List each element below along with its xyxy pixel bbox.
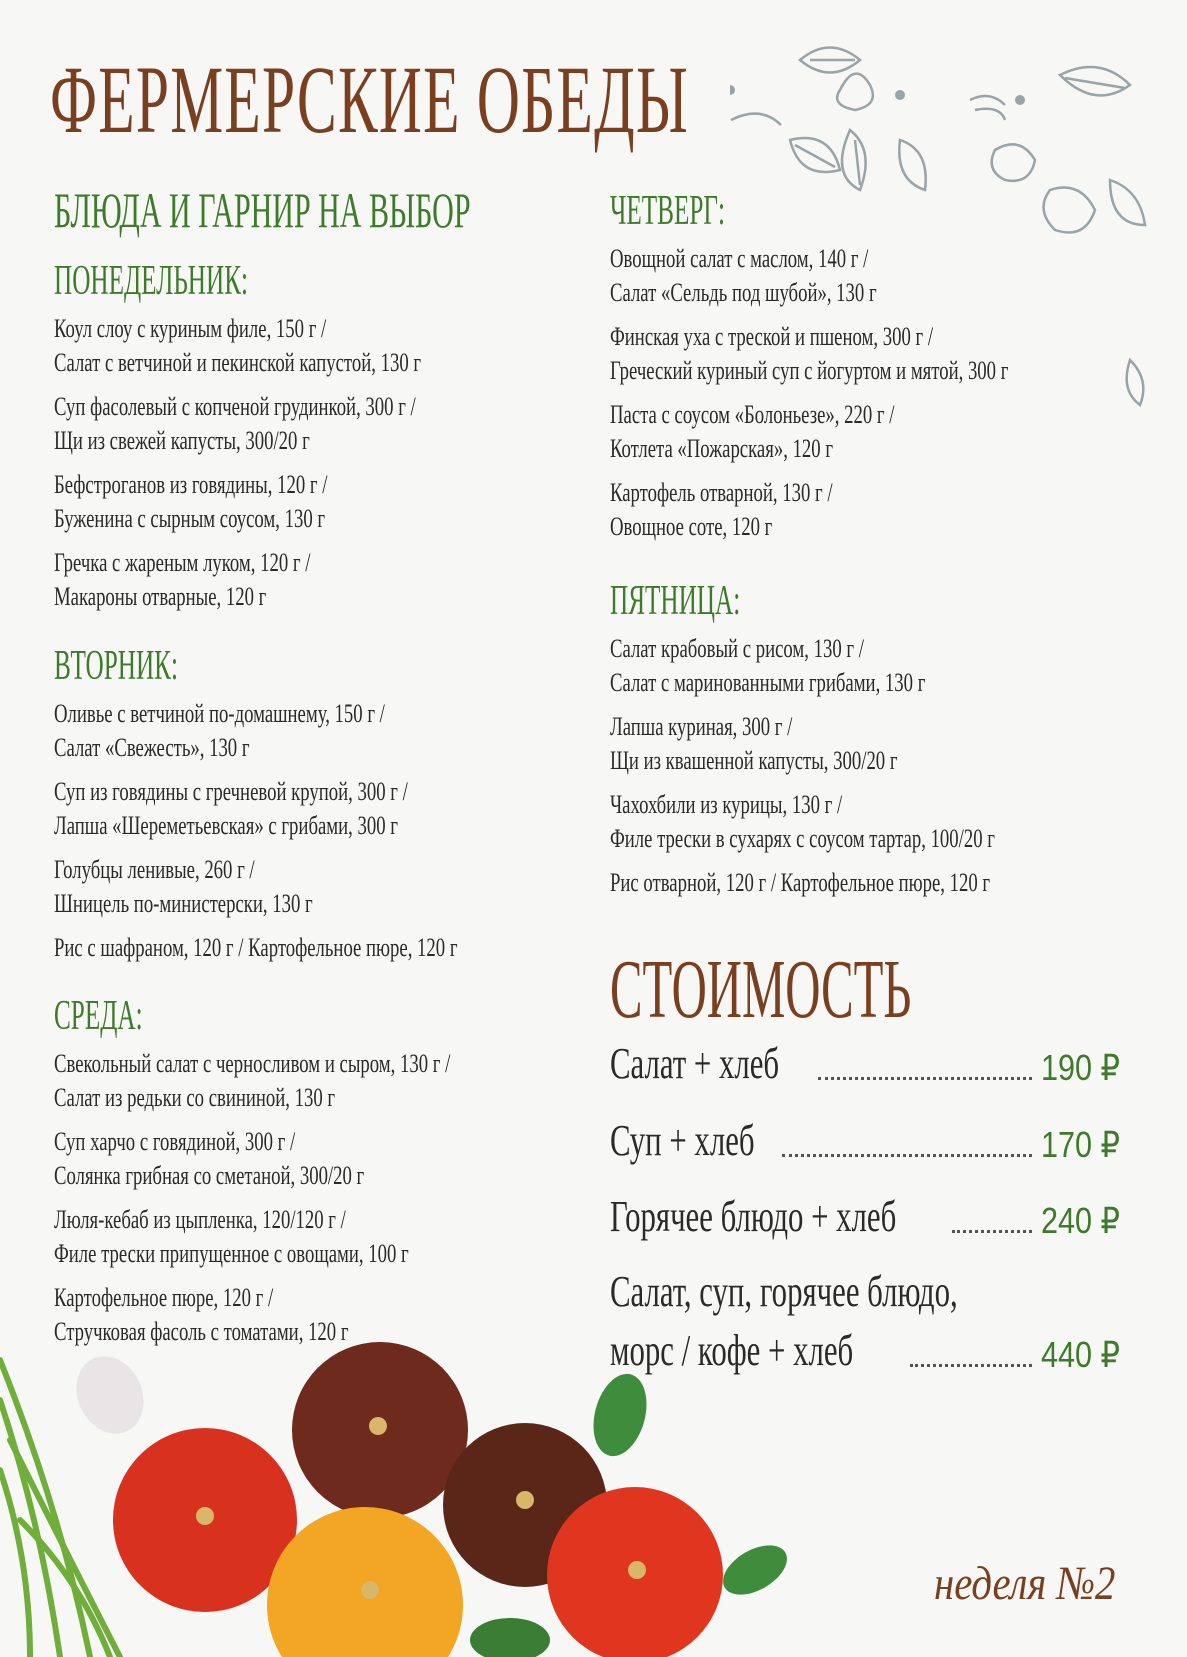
dish-item: Суп харчо с говядиной, 300 г / bbox=[54, 1127, 296, 1156]
dish-item: Рис отварной, 120 г / Картофельное пюре, 120 г bbox=[610, 868, 991, 897]
day-name: ПОНЕДЕЛЬНИК: bbox=[54, 258, 249, 304]
dish-item: Свекольный салат с черносливом и сыром, 130 г / bbox=[54, 1049, 451, 1078]
price-label: Салат + хлеб bbox=[610, 1039, 780, 1088]
price-value: 240 ₽ bbox=[1040, 1200, 1120, 1241]
price-label: Суп + хлеб bbox=[610, 1116, 755, 1165]
dish-item: Картофель отварной, 130 г / bbox=[610, 478, 833, 507]
vegetables-illustration bbox=[0, 1320, 800, 1657]
dish-group bbox=[54, 697, 614, 765]
dish-group bbox=[54, 1047, 604, 1115]
dish-group bbox=[54, 390, 564, 458]
dish-item: Суп из говядины с гречневой крупой, 300 г / bbox=[54, 777, 408, 806]
day-name: ВТОРНИК: bbox=[54, 643, 178, 689]
dish-group bbox=[54, 853, 614, 921]
dish-item: Стручковая фасоль с томатами, 120 г bbox=[54, 1317, 349, 1346]
dish-group bbox=[610, 476, 1163, 544]
week-label: неделя №2 bbox=[933, 1557, 1115, 1610]
price-dots bbox=[952, 1230, 1032, 1233]
dish-group bbox=[610, 632, 1145, 700]
dish-item: Солянка грибная со сметаной, 300/20 г bbox=[54, 1161, 365, 1190]
day-thursday bbox=[610, 190, 1163, 554]
dish-group bbox=[610, 242, 1163, 310]
dish-item: Картофельное пюре, 120 г / bbox=[54, 1283, 274, 1312]
dish-item: Паста с соусом «Болоньезе», 220 г / bbox=[610, 400, 895, 429]
day-name: ПЯТНИЦА: bbox=[610, 578, 741, 624]
price-value: 190 ₽ bbox=[1040, 1047, 1120, 1088]
dish-item: Коул слоу с куриным филе, 150 г / bbox=[54, 314, 327, 343]
price-row-salad bbox=[610, 1040, 1120, 1090]
dish-item: Овощное соте, 120 г bbox=[610, 512, 773, 541]
dish-item: Финская уха с треской и пшеном, 300 г / bbox=[610, 322, 934, 351]
dish-group bbox=[54, 546, 564, 614]
price-dots bbox=[818, 1077, 1032, 1080]
dish-item: Суп фасолевый с копченой грудинкой, 300 г / bbox=[54, 392, 416, 421]
dish-group bbox=[54, 1125, 604, 1193]
dish-item: Овощной салат с маслом, 140 г / bbox=[610, 244, 869, 273]
page-title: ФЕРМЕРСКИЕ ОБЕДЫ bbox=[50, 46, 690, 153]
page-subtitle: БЛЮДА И ГАРНИР НА ВЫБОР bbox=[54, 182, 471, 238]
dish-item: Щи из свежей капусты, 300/20 г bbox=[54, 426, 310, 455]
dish-item: Филе трески припущенное с овощами, 100 г bbox=[54, 1239, 409, 1268]
dish-group bbox=[54, 312, 564, 380]
dish-item: Макароны отварные, 120 г bbox=[54, 582, 267, 611]
day-wednesday bbox=[54, 995, 604, 1359]
dish-item: Салат «Сельдь под шубой», 130 г bbox=[610, 278, 877, 307]
dish-item: Буженина с сырным соусом, 130 г bbox=[54, 504, 326, 533]
price-dots bbox=[910, 1364, 1032, 1367]
dish-item: Салат с ветчиной и пекинской капустой, 130 г bbox=[54, 348, 422, 377]
dish-item: Голубцы ленивые, 260 г / bbox=[54, 855, 255, 884]
dish-item: Салат «Свежесть», 130 г bbox=[54, 733, 250, 762]
price-label-line1: Салат, суп, горячее блюдо, bbox=[610, 1267, 958, 1316]
dish-item: Шницель по-министерски, 130 г bbox=[54, 889, 313, 918]
dish-group bbox=[610, 788, 1145, 856]
dish-group bbox=[610, 398, 1163, 466]
day-monday bbox=[54, 260, 564, 624]
dish-item: Салат с маринованными грибами, 130 г bbox=[610, 668, 926, 697]
day-name: СРЕДА: bbox=[54, 993, 143, 1039]
price-value: 170 ₽ bbox=[1040, 1124, 1120, 1165]
price-value: 440 ₽ bbox=[1040, 1334, 1120, 1375]
day-name: ЧЕТВЕРГ: bbox=[610, 188, 725, 234]
dish-group bbox=[610, 320, 1163, 388]
day-friday bbox=[610, 580, 1145, 910]
dish-group bbox=[610, 866, 1145, 900]
pricing-title: СТОИМОСТЬ bbox=[610, 943, 912, 1036]
price-row-hot-dish bbox=[610, 1193, 1120, 1243]
dish-item: Котлета «Пожарская», 120 г bbox=[610, 434, 834, 463]
price-label: Горячее блюдо + хлеб bbox=[610, 1192, 897, 1241]
dish-group bbox=[610, 710, 1145, 778]
dish-group bbox=[54, 468, 564, 536]
dish-item: Рис с шафраном, 120 г / Картофельное пюре, 120 г bbox=[54, 933, 458, 962]
day-tuesday bbox=[54, 645, 614, 975]
dish-item: Лапша куриная, 300 г / bbox=[610, 712, 793, 741]
dish-item: Салат крабовый с рисом, 130 г / bbox=[610, 634, 864, 663]
dish-item: Чахохбили из курицы, 130 г / bbox=[610, 790, 843, 819]
dish-item: Щи из квашенной капусты, 300/20 г bbox=[610, 746, 898, 775]
dish-item: Бефстроганов из говядины, 120 г / bbox=[54, 470, 328, 499]
price-label: морс / кофе + хлеб bbox=[610, 1326, 854, 1375]
dish-item: Греческий куриный суп с йогуртом и мятой, 300 г bbox=[610, 356, 1009, 385]
dish-group bbox=[54, 931, 614, 965]
dish-item: Лапша «Шереметьевская» с грибами, 300 г bbox=[54, 811, 398, 840]
dish-group bbox=[54, 1203, 604, 1271]
dish-item: Оливье с ветчиной по-домашнему, 150 г / bbox=[54, 699, 385, 728]
price-dots bbox=[782, 1154, 1032, 1157]
dish-group bbox=[54, 775, 614, 843]
dish-item: Гречка с жареным луком, 120 г / bbox=[54, 548, 311, 577]
dish-item: Люля-кебаб из цыпленка, 120/120 г / bbox=[54, 1205, 346, 1234]
price-row-soup bbox=[610, 1117, 1120, 1167]
dish-item: Филе трески в сухарях с соусом тартар, 100/20 г bbox=[610, 824, 995, 853]
dish-item: Салат из редьки со свининой, 130 г bbox=[54, 1083, 336, 1112]
